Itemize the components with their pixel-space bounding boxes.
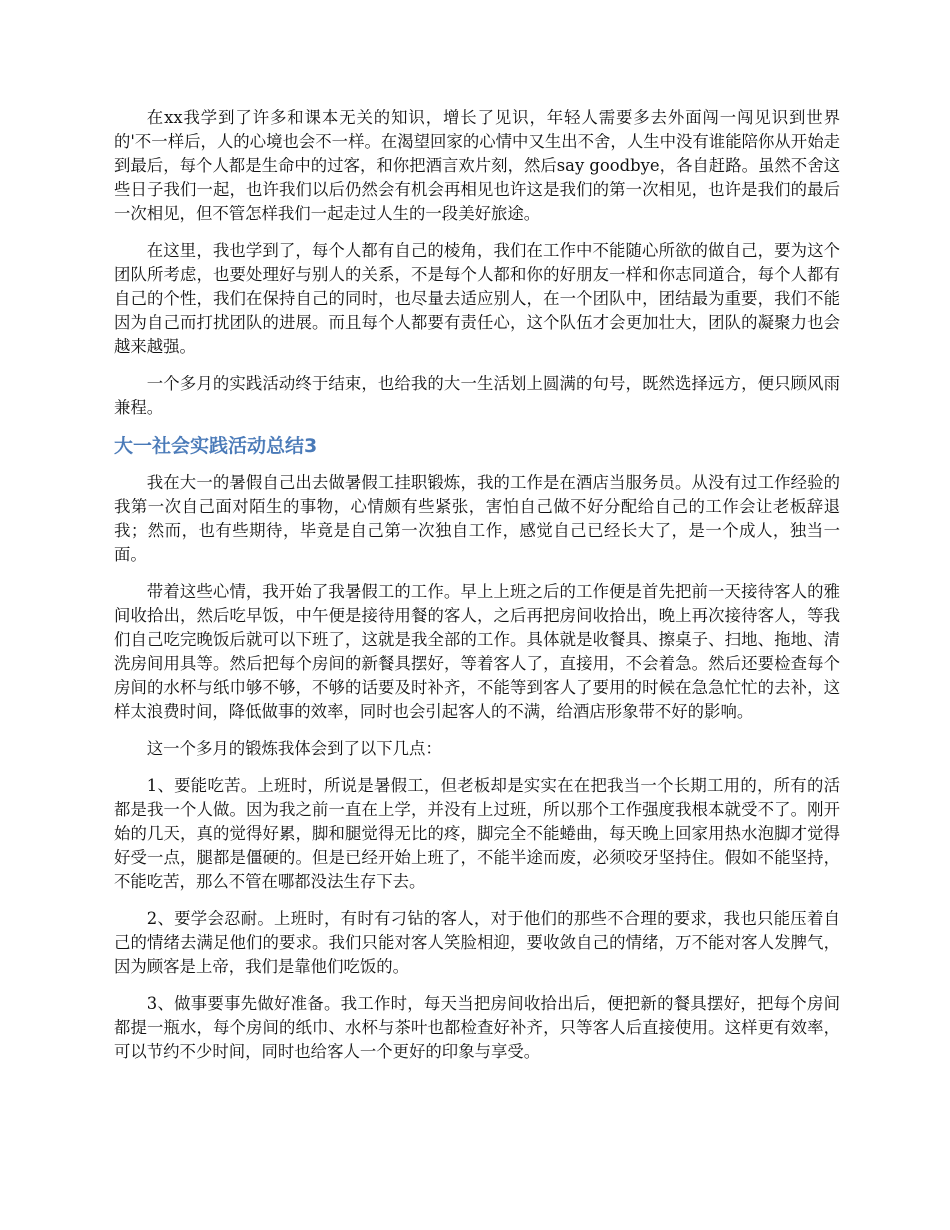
paragraph: 1、要能吃苦。上班时，所说是暑假工，但老板却是实实在在把我当一个长期工用的，所有的活都是我一个人做。因为我之前一直在上学，并没有上过班，所以那个工作强度我根本就受不了。刚开始的几天，真的觉得好累，脚和腿觉得无比的疼，脚完全不能蜷曲，每天晚上回家用热水泡脚才觉得好受一点，腿都是僵硬的。但是已经开始上班了，不能半途而废，必须咬牙坚持住。假如不能坚持，不能吃苦，那么不管在哪都没法生存下去。 [114, 776, 840, 891]
paragraph: 我在大一的暑假自己出去做暑假工挂职锻炼，我的工作是在酒店当服务员。从没有过工作经验的我第一次自己面对陌生的事物，心情颇有些紧张，害怕自己做不好分配给自己的工作会让老板辞退我；然而，也有些期待，毕竟是自己第一次独自工作，感觉自己已经长大了，是一个成人，独当一面。 [114, 473, 840, 564]
section-b [114, 471, 840, 1064]
paragraph: 带着这些心情，我开始了我暑假工的工作。早上上班之后的工作便是首先把前一天接待客人的雅间收拾出，然后吃早饭，中午便是接待用餐的客人，之后再把房间收拾出，晚上再次接待客人，等我们自己吃完晚饭后就可以下班了，这就是我全部的工作。具体就是收餐具、擦桌子、扫地、拖地、清洗房间用具等。然后把每个房间的新餐具摆好，等着客人了，直接用，不会着急。然后还要检查每个房间的水杯与纸巾够不够，不够的话要及时补齐，不能等到客人了要用的时候在急急忙忙的去补，这样太浪费时间，降低做事的效率，同时也会引起客人的不满，给酒店形象带不好的影响。 [114, 582, 840, 721]
document-page [114, 106, 840, 1077]
section-a [114, 106, 840, 420]
paragraph: 一个多月的实践活动终于结束，也给我的大一生活划上圆满的句号，既然选择远方，便只顾风雨兼程。 [114, 374, 840, 417]
paragraph: 在xx我学到了许多和课本无关的知识，增长了见识，年轻人需要多去外面闯一闯见识到世界的'不一样后，人的心境也会不一样。在渴望回家的心情中又生出不舍，人生中没有谁能陪你从开始走到最后，每个人都是生命中的过客，和你把酒言欢片刻，然后say goodbye，各自赶路。虽然不舍这些日子我们一起，也许我们以后仍然会有机会再相见也许这是我们的第一次相见，也许是我们的最后一次相见，但不管怎样我们一起走过人生的一段美好旅途。 [114, 108, 840, 223]
section-heading: 大一社会实践活动总结3 [114, 435, 318, 457]
paragraph: 2、要学会忍耐。上班时，有时有刁钻的客人，对于他们的那些不合理的要求，我也只能压着自己的情绪去满足他们的要求。我们只能对客人笑脸相迎，要收敛自己的情绪，万不能对客人发脾气，因为顾客是上帝，我们是靠他们吃饭的。 [114, 909, 840, 976]
paragraph: 在这里，我也学到了，每个人都有自己的棱角，我们在工作中不能随心所欲的做自己，要为这个团队所考虑，也要处理好与别人的关系，不是每个人都和你的好朋友一样和你志同道合，每个人都有自己的个性，我们在保持自己的同时，也尽量去适应别人，在一个团队中，团结最为重要，我们不能因为自己而打扰团队的进展。而且每个人都要有责任心，这个队伍才会更加壮大，团队的凝聚力也会越来越强。 [114, 241, 840, 356]
paragraph: 3、做事要事先做好准备。我工作时，每天当把房间收拾出后，便把新的餐具摆好，把每个房间都提一瓶水，每个房间的纸巾、水杯与茶叶也都检查好补齐，只等客人后直接使用。这样更有效率，可以节约不少时间，同时也给客人一个更好的印象与享受。 [114, 994, 840, 1061]
paragraph: 这一个多月的锻炼我体会到了以下几点： [146, 739, 442, 758]
